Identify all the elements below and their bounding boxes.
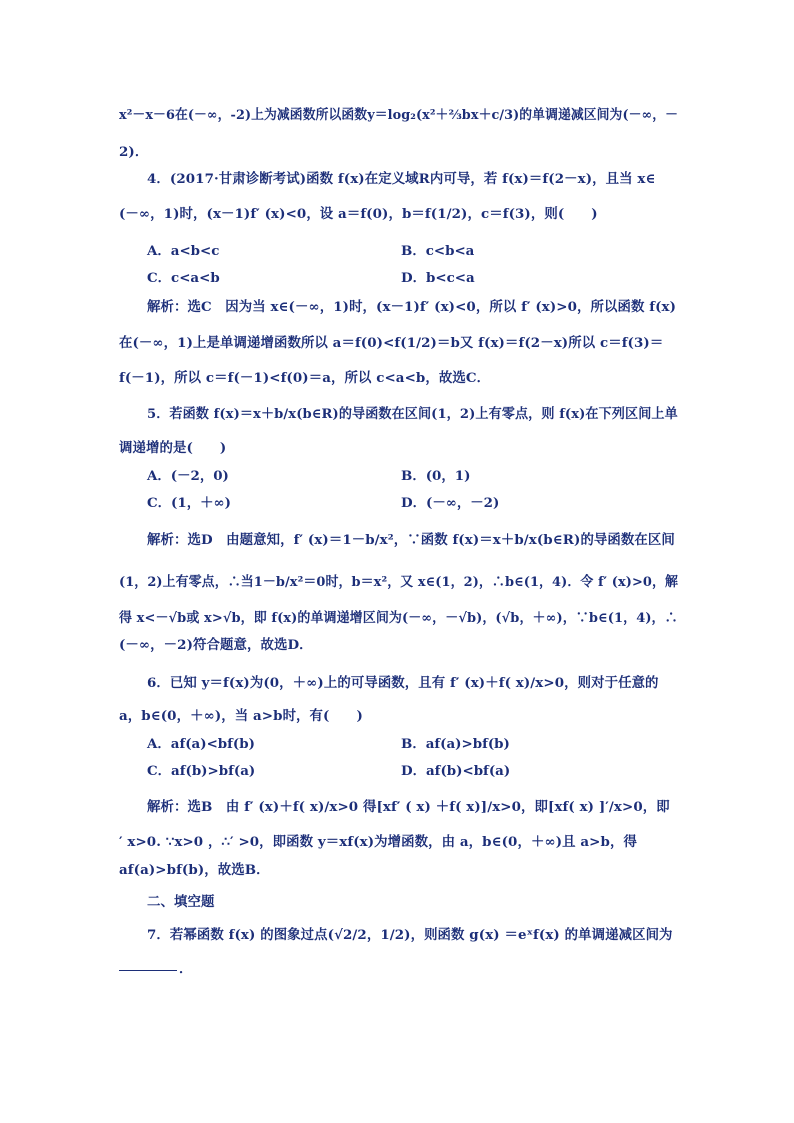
solution-6: 解析：选B 由 f′ (x)＋f( x)/x>0 得[xf′ ( x) ＋f( x)]/x>0，即[xf( x) ]′/x>0，即 bbox=[147, 799, 670, 815]
option-b: B．af(a)>bf(b) bbox=[401, 736, 510, 752]
solution-4-cont: f(－1)，所以 c＝f(－1)<f(0)＝a，所以 c<a<b，故选C． bbox=[119, 370, 491, 386]
section-heading: 二、填空题 bbox=[147, 894, 215, 910]
solution-5: 解析：选D 由题意知，f′ (x)＝1－b/x²，∵函数 f(x)＝x＋b/x(b∈R)的导函数在区间 bbox=[147, 532, 675, 548]
solution-6-cont: ′ x>0. ∵x>0 ，∴′ >0，即函数 y＝xf(x)为增函数，由 a，b∈(0，＋∞)且 a>b，得 bbox=[119, 834, 637, 850]
question-7: 7．若幂函数 f(x) 的图象过点(√2/2，1/2)，则函数 g(x) ＝eˣf(x) 的单调递减区间为 bbox=[147, 927, 673, 943]
text-line: x²－x－6在(－∞，-2)上为减函数所以函数y＝log₂(x²＋⅔bx＋c/3)的单调递减区间为(－∞，－ bbox=[119, 107, 679, 123]
question-6: 6．已知 y＝f(x)为(0，＋∞)上的可导函数，且有 f′ (x)＋f( x)/x>0，则对于任意的 bbox=[147, 675, 659, 691]
text-line: 2)． bbox=[119, 144, 149, 160]
answer-blank bbox=[119, 970, 177, 971]
option-c: C．(1，＋∞) bbox=[147, 495, 231, 511]
question-4: 4．(2017·甘肃诊断考试)函数 f(x)在定义域R内可导，若 f(x)＝f(2－x)，且当 x∈ bbox=[147, 171, 656, 187]
question-6-cont: a，b∈(0，＋∞)，当 a>b时，有( ) bbox=[119, 708, 363, 724]
solution-5-cont: (1，2)上有零点，∴当1－b/x²＝0时，b＝x²，又 x∈(1，2)，∴b∈(1，4)．令 f′ (x)>0，解 bbox=[119, 574, 679, 590]
option-b: B．c<b<a bbox=[401, 243, 475, 259]
option-d: D．(－∞，－2) bbox=[401, 495, 500, 511]
option-d: D．b<c<a bbox=[401, 270, 475, 286]
question-7-end: ． bbox=[179, 961, 193, 977]
solution-4-cont: 在(－∞，1)上是单调递增函数所以 a＝f(0)<f(1/2)＝b又 f(x)＝f(2－x)所以 c＝f(3)＝ bbox=[119, 335, 664, 351]
solution-5-cont: 得 x<－√b或 x>√b，即 f(x)的单调递增区间为(－∞，－√b)，(√b，＋∞)，∵b∈(1，4)，∴ bbox=[119, 610, 678, 626]
option-a: A．af(a)<bf(b) bbox=[147, 736, 255, 752]
option-a: A．(－2，0) bbox=[147, 468, 229, 484]
option-d: D．af(b)<bf(a) bbox=[401, 763, 511, 779]
option-c: C．af(b)>bf(a) bbox=[147, 763, 256, 779]
solution-5-cont: (－∞，－2)符合题意，故选D． bbox=[119, 637, 313, 653]
option-a: A．a<b<c bbox=[147, 243, 220, 259]
option-c: C．c<a<b bbox=[147, 270, 220, 286]
question-5: 5．若函数 f(x)＝x＋b/x(b∈R)的导函数在区间(1，2)上有零点，则 f(x)在下列区间上单 bbox=[147, 406, 678, 422]
question-4-cont: (－∞，1)时，(x－1)f′ (x)<0，设 a＝f(0)，b＝f(1/2)，c＝f(3)，则( ) bbox=[119, 206, 598, 222]
solution-6-cont: af(a)>bf(b)，故选B． bbox=[119, 862, 270, 878]
solution-4: 解析：选C 因为当 x∈(－∞，1)时，(x－1)f′ (x)<0，所以 f′ (x)>0，所以函数 f(x) bbox=[147, 299, 677, 315]
option-b: B．(0，1) bbox=[401, 468, 471, 484]
question-5-cont: 调递增的是( ) bbox=[119, 440, 227, 456]
